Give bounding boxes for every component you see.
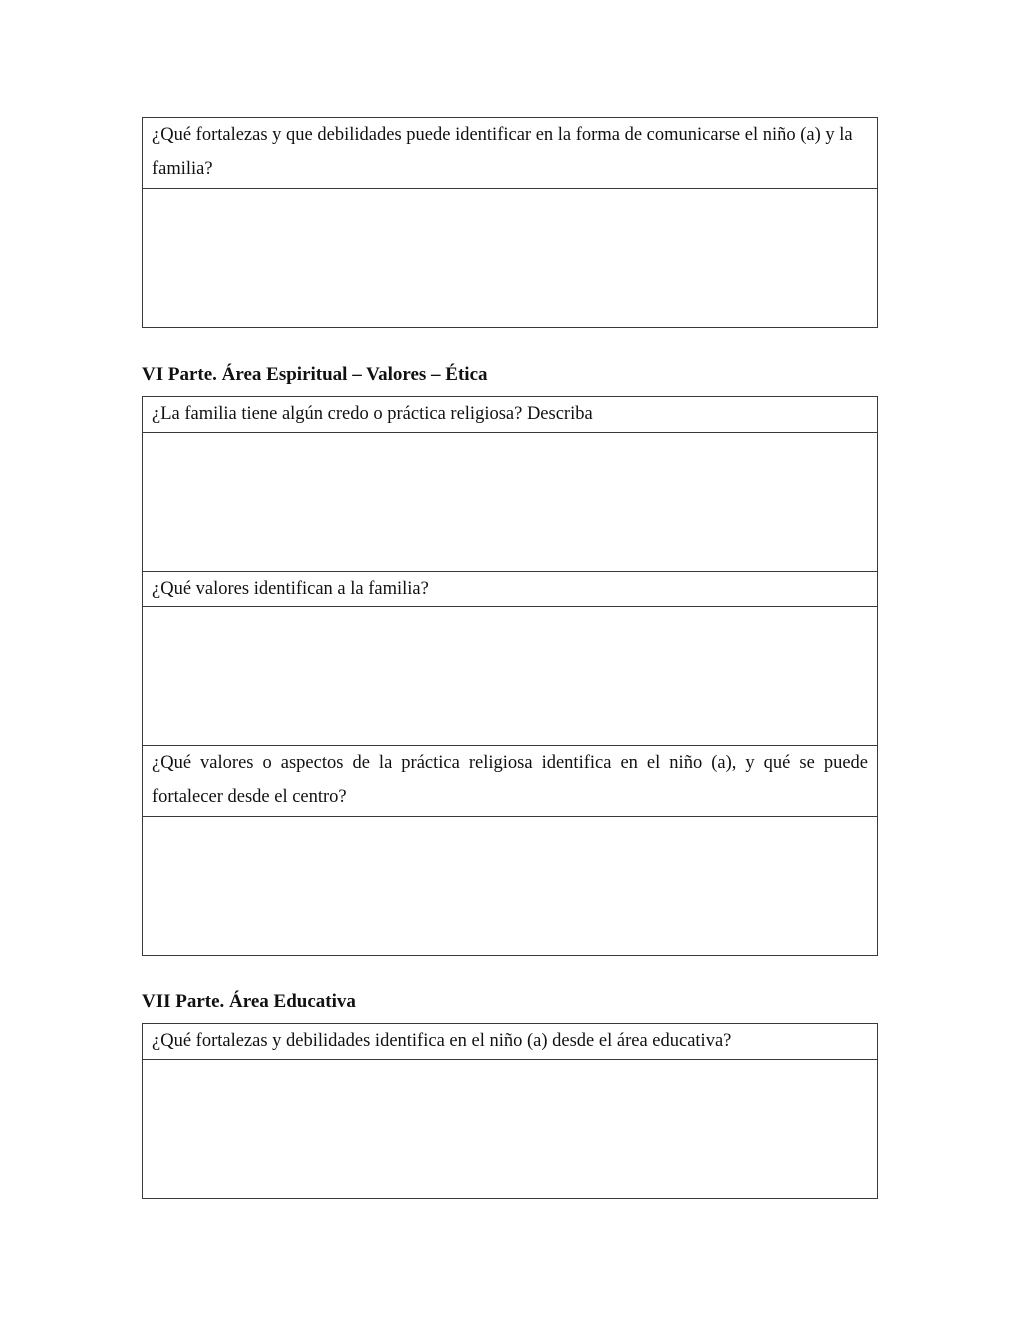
educational-area-table [142,1023,878,1199]
answer-field-communication[interactable] [143,189,878,328]
question-religious-practice: ¿La familia tiene algún credo o práctica religiosa? Describa [143,397,878,433]
question-child-values: ¿Qué valores o aspectos de la práctica religiosa identifica en el niño (a), y qué se puede fortalecer desde el centro? [143,746,878,817]
answer-field-family-values[interactable] [143,607,878,746]
section-heading-vii: VII Parte. Área Educativa [142,991,356,1012]
answer-field-educational-strengths[interactable] [143,1060,878,1199]
spiritual-area-table [142,396,878,956]
question-communication: ¿Qué fortalezas y que debilidades puede identificar en la forma de comunicarse el niño (a) y la familia? [143,118,878,189]
answer-field-religious-practice[interactable] [143,433,878,572]
answer-field-child-values[interactable] [143,817,878,956]
question-educational-strengths: ¿Qué fortalezas y debilidades identifica en el niño (a) desde el área educativa? [143,1024,878,1060]
question-family-values: ¿Qué valores identifican a la familia? [143,572,878,607]
section-heading-vi: VI Parte. Área Espiritual – Valores – Ética [142,364,488,385]
communication-table [142,117,878,328]
